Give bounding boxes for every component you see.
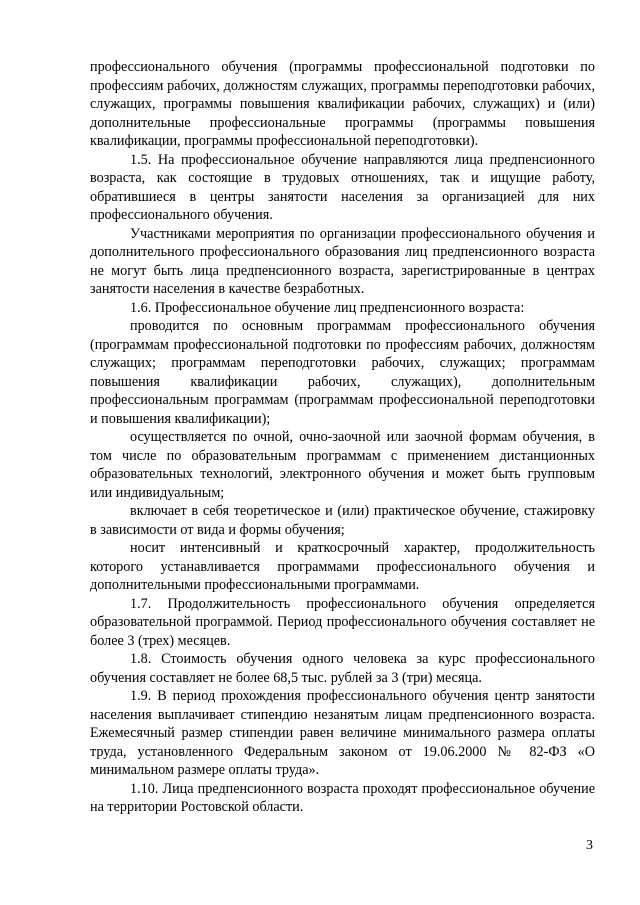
paragraph-1-8: 1.8. Стоимость обучения одного человека за курс профессионального обучения составляет не более 68,5 тыс. рублей за 3 (три) месяца. bbox=[90, 651, 595, 686]
paragraph-1-7: 1.7. Продолжительность профессионального обучения определяется образовательной программой. Период профессионального обучения составляет не более 3 (трех) месяцев. bbox=[90, 595, 595, 649]
paragraph-1-10: 1.10. Лица предпенсионного возраста проходят профессиональное обучение на территории Ростовской области. bbox=[90, 780, 595, 815]
paragraph-includes: включает в себя теоретическое и (или) практическое обучение, стажировку в зависимости от вида и формы обучения; bbox=[90, 503, 595, 538]
document-body bbox=[90, 58, 595, 817]
paragraph-forms: осуществляется по очной, очно-заочной или заочной формам обучения, в том числе по образовательным программам с применением дистанционных образовательных технологий, электронного обучения и может быть групповым или индивидуальным; bbox=[90, 429, 595, 501]
paragraph-1-9: 1.9. В период прохождения профессионального обучения центр занятости населения выплачивает стипендию незанятым лицам предпенсионного возраста. Ежемесячный размер стипендии равен величине минимального размера оплаты труда, установленного Федеральным законом от 19.06.2000 № 82-ФЗ «О минимальном размере оплаты труда». bbox=[90, 688, 595, 778]
paragraph-continuation: профессионального обучения (программы профессиональной подготовки по профессиям рабочих, должностям служащих, программы переподготовки рабочих, служащих, программы повышения квалификации рабочих, служащих) и (или) дополнительные профессиональные программы (программы повышения квалификации, программы профессиональной переподготовки). bbox=[90, 59, 595, 149]
paragraph-1-5: 1.5. На профессиональное обучение направляются лица предпенсионного возраста, как состоящие в трудовых отношениях, так и ищущие работу, обратившиеся в центры занятости населения за организацией для них профессионального обучения. bbox=[90, 151, 595, 223]
paragraph-programs: проводится по основным программам профессионального обучения (программам профессиональной подготовки по профессиям рабочих, должностям служащих; программам переподготовки рабочих, служащих; программам повышения квалификации рабочих, служащих), дополнительным профессиональным программам (программам профессиональной переподготовки и повышения квалификации); bbox=[90, 318, 595, 427]
page-number: 3 bbox=[586, 838, 593, 853]
paragraph-participants: Участниками мероприятия по организации профессионального обучения и дополнительного профессионального образования лиц предпенсионного возраста не могут быть лица предпенсионного возраста, зарегистрированные в центрах занятости населения в качестве безработных. bbox=[90, 225, 595, 297]
paragraph-intensive: носит интенсивный и краткосрочный характер, продолжительность которого устанавливается программами профессионального обучения и дополнительными профессиональными программами. bbox=[90, 540, 595, 593]
paragraph-1-6: 1.6. Профессиональное обучение лиц предпенсионного возраста: bbox=[130, 299, 525, 316]
